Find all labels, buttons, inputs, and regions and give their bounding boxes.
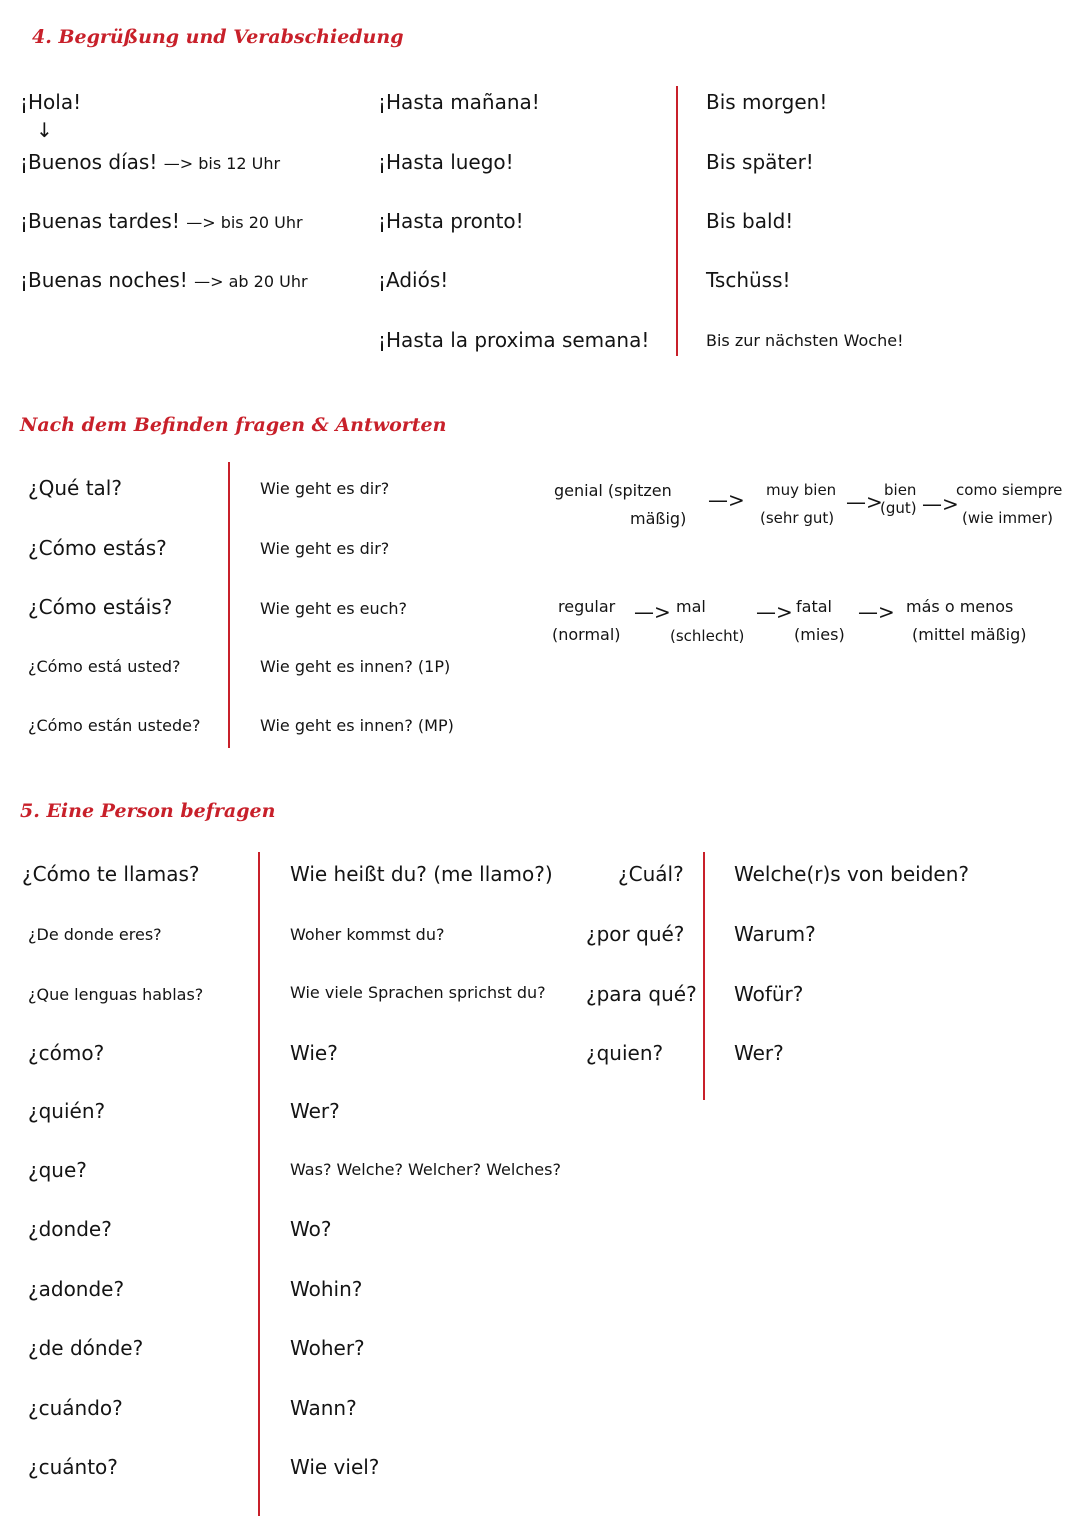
s5-left-es-7: ¿donde? <box>28 1217 112 1241</box>
s5-left-de-8: Wohin? <box>290 1277 363 1301</box>
scale-muy-bien: muy bien <box>766 481 837 499</box>
farewell-de-4: Tschüss! <box>706 268 791 292</box>
section-4-divider <box>676 86 678 356</box>
farewell-es-2: ¡Hasta luego! <box>378 150 514 174</box>
greeting-buenas-noches: ¡Buenas noches! —> ab 20 Uhr <box>20 268 308 292</box>
scale-fatal: fatal <box>796 597 832 616</box>
scale-muy-bien-de: (sehr gut) <box>760 509 835 527</box>
s5-left-de-11: Wie viel? <box>290 1455 380 1479</box>
s5-left-de-6: Was? Welche? Welcher? Welches? <box>290 1160 561 1179</box>
arrow-icon: —> <box>708 488 745 512</box>
scale-mal-de: (schlecht) <box>670 627 745 645</box>
scale-regular: regular <box>558 597 616 616</box>
greeting-buenos-dias: ¡Buenos días! —> bis 12 Uhr <box>20 150 281 174</box>
befinden-divider <box>228 462 230 748</box>
befinden-question-de-5: Wie geht es innen? (MP) <box>260 716 454 735</box>
scale-bien: bien <box>884 481 917 499</box>
greeting-buenas-tardes: ¡Buenas tardes! —> bis 20 Uhr <box>20 209 303 233</box>
s5-left-de-7: Wo? <box>290 1217 332 1241</box>
section-5-right-divider <box>703 852 705 1100</box>
s5-left-es-9: ¿de dónde? <box>28 1336 144 1360</box>
farewell-es-3: ¡Hasta pronto! <box>378 209 524 233</box>
farewell-es-4: ¡Adiós! <box>378 268 449 292</box>
section-4-heading: 4. Begrüßung und Verabschiedung <box>32 26 404 48</box>
scale-bien-de: (gut) <box>880 499 917 517</box>
befinden-question-es-4: ¿Cómo está usted? <box>28 657 181 676</box>
s5-right-de-4: Wer? <box>734 1041 784 1065</box>
s5-left-es-11: ¿cuánto? <box>28 1455 118 1479</box>
s5-left-es-2: ¿De donde eres? <box>28 925 162 944</box>
s5-left-es-8: ¿adonde? <box>28 1277 125 1301</box>
farewell-de-2: Bis später! <box>706 150 814 174</box>
scale-genial: genial (spitzen <box>554 481 672 500</box>
befinden-question-de-2: Wie geht es dir? <box>260 539 390 558</box>
s5-left-de-9: Woher? <box>290 1336 365 1360</box>
arrow-icon: —> <box>858 600 895 624</box>
s5-right-es-2: ¿por qué? <box>586 922 685 946</box>
farewell-es-1: ¡Hasta mañana! <box>378 90 540 114</box>
s5-left-es-6: ¿que? <box>28 1158 87 1182</box>
s5-right-es-3: ¿para qué? <box>586 982 697 1006</box>
scale-como-siempre-de: (wie immer) <box>962 509 1053 527</box>
s5-right-de-2: Warum? <box>734 922 816 946</box>
s5-left-de-3: Wie viele Sprachen sprichst du? <box>290 983 546 1002</box>
section-5-heading: 5. Eine Person befragen <box>20 800 276 822</box>
arrow-icon: —> <box>846 490 883 514</box>
farewell-de-1: Bis morgen! <box>706 90 828 114</box>
greeting-hola: ¡Hola! <box>20 90 82 114</box>
s5-right-es-4: ¿quien? <box>586 1041 664 1065</box>
farewell-de-5: Bis zur nächsten Woche! <box>706 331 904 350</box>
s5-left-de-2: Woher kommst du? <box>290 925 445 944</box>
s5-right-de-1: Welche(r)s von beiden? <box>734 862 969 886</box>
arrow-icon: —> <box>922 492 959 516</box>
scale-mas-o-menos: más o menos <box>906 597 1014 616</box>
farewell-de-3: Bis bald! <box>706 209 794 233</box>
s5-right-de-3: Wofür? <box>734 982 804 1006</box>
scale-mas-o-menos-de: (mittel mäßig) <box>912 625 1027 644</box>
scale-mal: mal <box>676 597 706 616</box>
down-arrow-icon: ↓ <box>36 118 53 142</box>
befinden-question-de-4: Wie geht es innen? (1P) <box>260 657 451 676</box>
section-5-left-divider <box>258 852 260 1516</box>
scale-regular-de: (normal) <box>552 625 621 644</box>
arrow-icon: —> <box>634 600 671 624</box>
s5-right-es-1: ¿Cuál? <box>618 862 684 886</box>
s5-left-es-1: ¿Cómo te llamas? <box>22 862 200 886</box>
scale-fatal-de: (mies) <box>794 625 845 644</box>
scale-como-siempre: como siempre <box>956 481 1063 499</box>
befinden-question-es-1: ¿Qué tal? <box>28 476 122 500</box>
befinden-question-de-3: Wie geht es euch? <box>260 599 408 618</box>
s5-left-es-5: ¿quién? <box>28 1099 106 1123</box>
s5-left-de-5: Wer? <box>290 1099 340 1123</box>
arrow-icon: —> <box>756 600 793 624</box>
s5-left-es-3: ¿Que lenguas hablas? <box>28 985 204 1004</box>
s5-left-de-10: Wann? <box>290 1396 357 1420</box>
s5-left-es-10: ¿cuándo? <box>28 1396 123 1420</box>
befinden-question-es-2: ¿Cómo estás? <box>28 536 167 560</box>
befinden-heading: Nach dem Befinden fragen & Antworten <box>20 414 447 436</box>
befinden-question-de-1: Wie geht es dir? <box>260 479 390 498</box>
befinden-question-es-5: ¿Cómo están ustede? <box>28 716 201 735</box>
s5-left-de-1: Wie heißt du? (me llamo?) <box>290 862 553 886</box>
scale-genial-de: mäßig) <box>630 509 687 528</box>
befinden-question-es-3: ¿Cómo estáis? <box>28 595 173 619</box>
farewell-es-5: ¡Hasta la proxima semana! <box>378 328 650 352</box>
s5-left-es-4: ¿cómo? <box>28 1041 105 1065</box>
s5-left-de-4: Wie? <box>290 1041 338 1065</box>
